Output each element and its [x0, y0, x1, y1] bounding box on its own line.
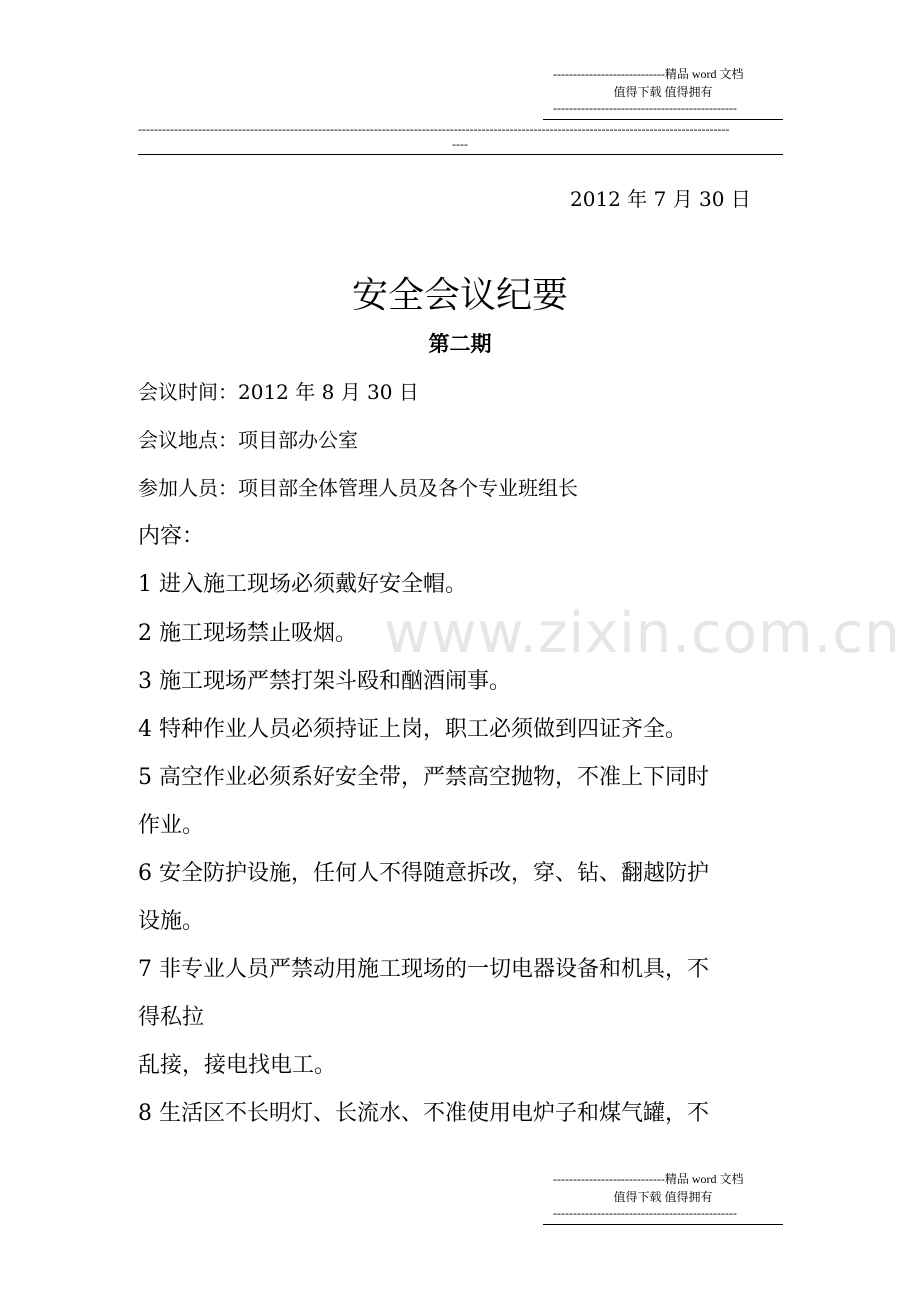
header-slogan: 值得下载 值得拥有 [613, 85, 713, 99]
document-title: 安全会议纪要 [351, 275, 568, 316]
content-line: 7 非专业人员严禁动用施工现场的一切电器设备和机具，不 [138, 957, 709, 982]
meeting-time: 会议时间：2012 年 8 月 30 日 [138, 380, 419, 404]
document-date: 2012 年 7 月 30 日 [570, 187, 751, 211]
content-line: 乱接，接电找电工。 [138, 1053, 337, 1078]
content-line: 得私拉 [138, 1005, 205, 1030]
content-line: 8 生活区不长明灯、长流水、不准使用电炉子和煤气罐，不 [138, 1101, 709, 1126]
meeting-location: 会议地点：项目部办公室 [138, 428, 358, 452]
dashed-divider-tail: ---- [452, 137, 468, 151]
content-line: 1 进入施工现场必须戴好安全帽。 [138, 572, 467, 597]
content-label: 内容： [138, 524, 205, 549]
document-subtitle: 第二期 [428, 331, 492, 356]
meeting-attendees: 参加人员：项目部全体管理人员及各个专业班组长 [138, 476, 578, 500]
dashed-divider: ---------------------------------------------------------------------------------------------------------------------------------------------------- [138, 122, 730, 136]
header-brand-text: ----------------------------精品 word 文档 [553, 67, 744, 81]
content-line: 2 施工现场禁止吸烟。 [138, 621, 357, 646]
header-dashes: ---------------------------------------------- [553, 101, 737, 115]
footer-brand-text: ----------------------------精品 word 文档 [553, 1172, 744, 1186]
content-line: 设施。 [138, 909, 205, 934]
footer-rule [543, 1224, 783, 1225]
content-line: 6 安全防护设施，任何人不得随意拆改，穿、钻、翻越防护 [138, 861, 709, 886]
content-line: 3 施工现场严禁打架斗殴和酗酒闹事。 [138, 669, 511, 694]
header-rule [543, 119, 783, 120]
content-line: 5 高空作业必须系好安全带，严禁高空抛物，不准上下同时 [138, 765, 709, 790]
footer-dashes: ---------------------------------------------- [553, 1206, 737, 1220]
content-line: 4 特种作业人员必须持证上岗，职工必须做到四证齐全。 [138, 717, 687, 742]
content-line: 作业。 [138, 813, 205, 838]
divider-rule [138, 154, 783, 155]
watermark: www.zixin.com.cn [384, 601, 901, 666]
footer-slogan: 值得下载 值得拥有 [613, 1190, 713, 1204]
